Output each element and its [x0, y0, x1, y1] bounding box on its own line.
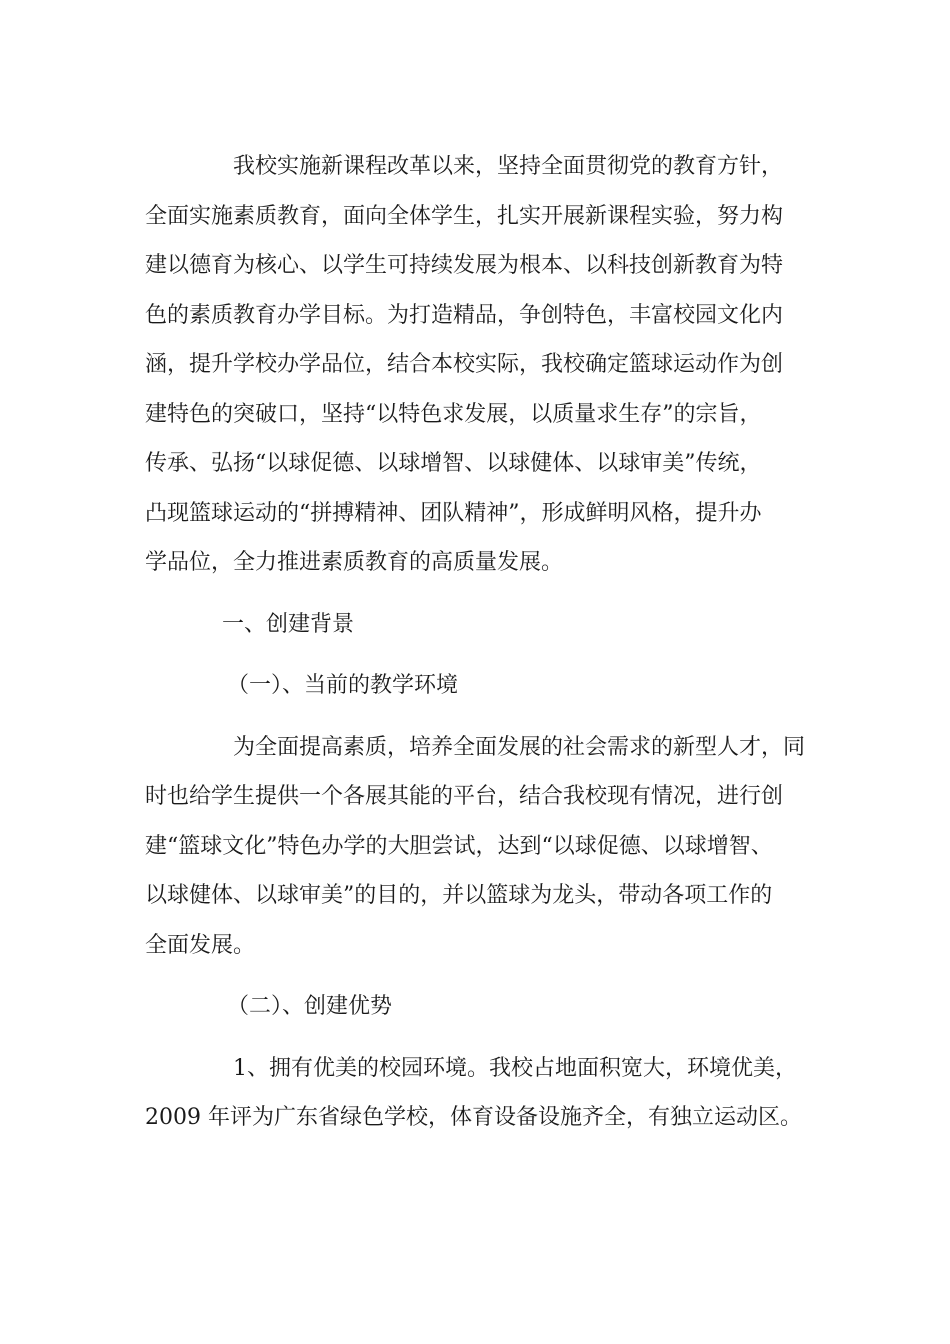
intro-line-7: 传承、弘扬“以球促德、以球增智、以球健体、以球审美”传统， — [145, 451, 762, 476]
para2-line-3: 建“篮球文化”特色办学的大胆尝试，达到“以球促德、以球增智、 — [145, 833, 773, 859]
intro-line-3: 建以德育为核心、以学生可持续发展为根本、以科技创新教育为特 — [145, 253, 784, 278]
intro-line-2: 全面实施素质教育，面向全体学生，扎实开展新课程实验，努力构 — [145, 203, 784, 229]
item1-line-2: 2009 年评为广东省绿色学校，体育设备设施齐全，有独立运动区。 — [145, 1105, 802, 1130]
subsection-heading-environment: （一）、当前的教学环境 — [227, 673, 459, 698]
intro-line-1: 我校实施新课程改革以来，坚持全面贯彻党的教育方针， — [233, 154, 784, 179]
intro-line-4: 色的素质教育办学目标。为打造精品，争创特色，丰富校园文化内 — [145, 302, 784, 328]
para2-line-2: 时也给学生提供一个各展其能的平台，结合我校现有情况，进行创 — [145, 784, 784, 809]
paragraph-gap — [145, 649, 810, 661]
item1-line-1: 1、拥有优美的校园环境。我校占地面积宽大，环境优美， — [233, 1055, 797, 1081]
paragraph-gap — [145, 711, 810, 723]
intro-line-8: 凸现篮球运动的“拼搏精神、团队精神”，形成鲜明风格，提升办 — [145, 500, 762, 526]
paragraph-gap — [145, 1032, 810, 1044]
intro-line-5: 涵，提升学校办学品位，结合本校实际，我校确定篮球运动作为创 — [145, 352, 784, 377]
subsection-heading-advantages: （二）、创建优势 — [227, 994, 393, 1019]
document-body — [145, 142, 810, 1143]
para2-line-4: 以球健体、以球审美”的目的，并以篮球为龙头，带动各项工作的 — [145, 883, 773, 908]
intro-line-6: 建特色的突破口，坚持“以特色求发展，以质量求生存”的宗旨， — [145, 401, 762, 427]
para2-line-1: 为全面提高素质，培养全面发展的社会需求的新型人才，同 — [233, 734, 806, 760]
section-heading-background: 一、创建背景 — [222, 611, 355, 637]
paragraph-gap — [145, 970, 810, 982]
para2-line-5: 全面发展。 — [145, 932, 256, 958]
intro-line-9: 学品位，全力推进素质教育的高质量发展。 — [145, 550, 564, 575]
paragraph-gap — [145, 588, 810, 600]
